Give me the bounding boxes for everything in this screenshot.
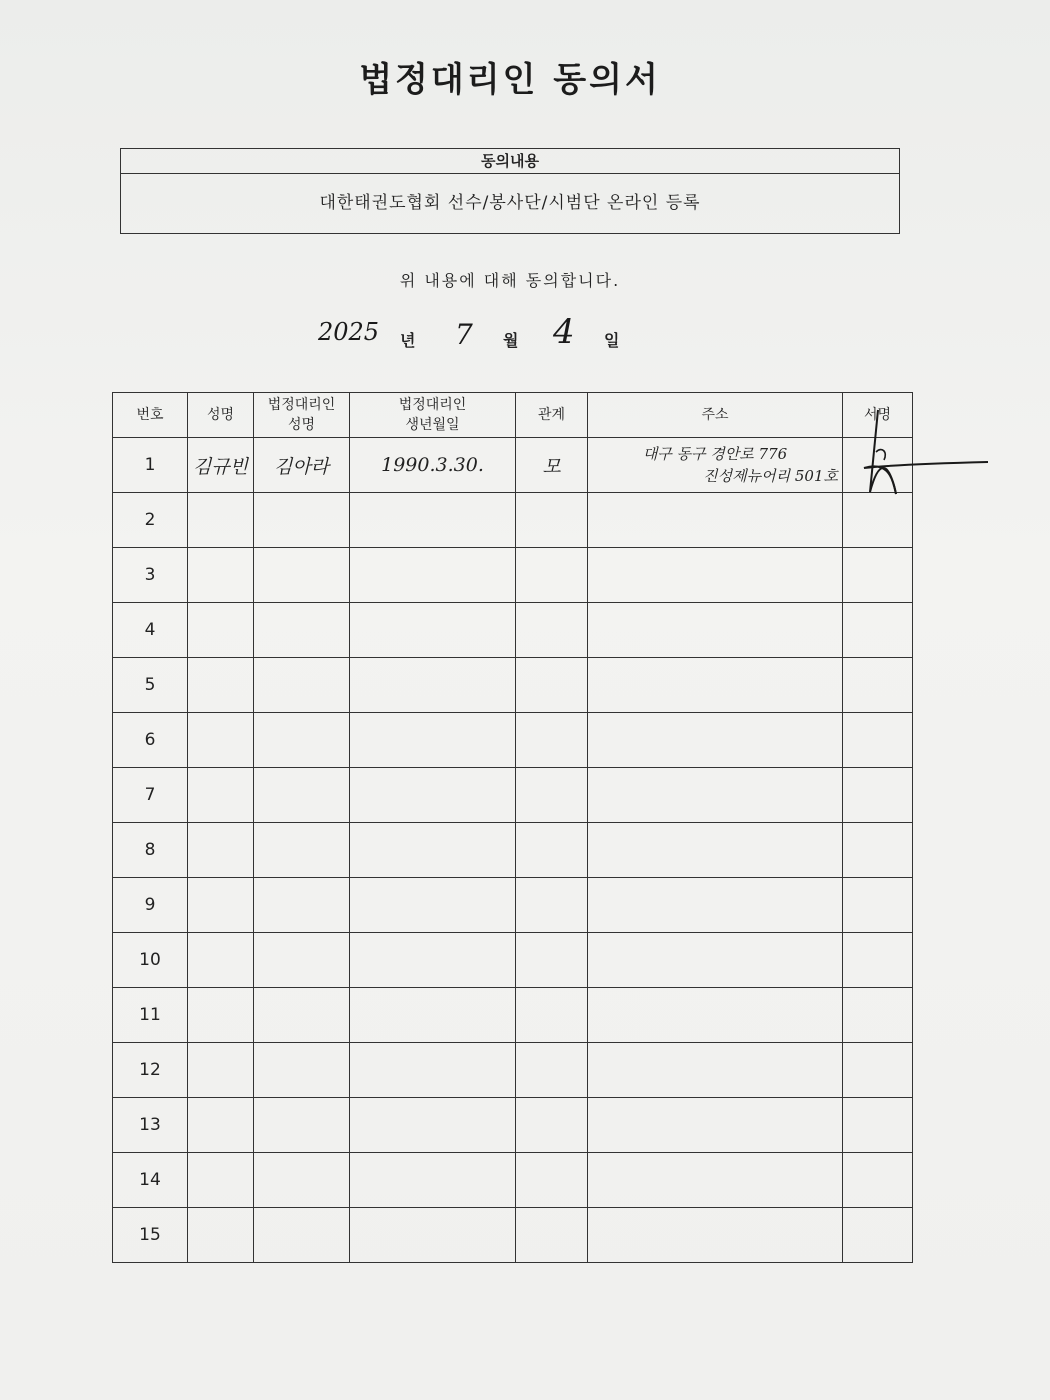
row-number: 13 [113,1098,188,1153]
row-signature [843,658,913,713]
row-number: 4 [113,603,188,658]
row-guardian-name [254,1043,350,1098]
header-guardian-name-line2: 성명 [287,417,316,433]
row-address [588,1208,843,1263]
row-guardian-dob [350,933,516,988]
row-guardian-dob [350,1208,516,1263]
table-row [113,1043,913,1098]
row-guardian-dob [350,603,516,658]
row-relation [516,823,588,878]
row-guardian-name [254,1153,350,1208]
row-guardian-dob [350,493,516,548]
row-name [188,1208,254,1263]
row-relation [516,1208,588,1263]
row-address [588,1153,843,1208]
row-relation [516,933,588,988]
table-row [113,548,913,603]
row-signature [843,823,913,878]
row-relation [516,988,588,1043]
row-number: 2 [113,493,188,548]
date-day-label: 일 [604,331,620,350]
row-number: 12 [113,1043,188,1098]
row-number: 7 [113,768,188,823]
row-number: 14 [113,1153,188,1208]
row-signature [843,768,913,823]
row-guardian-name [254,933,350,988]
row-address [588,438,843,493]
row-number: 9 [113,878,188,933]
consent-table [112,392,913,1263]
row-signature [843,1208,913,1263]
table-row [113,1098,913,1153]
row-guardian-dob [350,658,516,713]
row-relation [516,493,588,548]
row-guardian-dob [350,548,516,603]
row-address [588,823,843,878]
date-month-handwritten: 7 [455,318,473,351]
header-relation: 관계 [516,393,588,438]
row-signature [843,603,913,658]
row-relation [516,1043,588,1098]
consent-box [120,148,900,234]
row-guardian-name [254,713,350,768]
row-guardian-name [254,1208,350,1263]
row-relation: 모 [516,438,588,493]
row-guardian-name [254,878,350,933]
table-row [113,878,913,933]
row-relation [516,548,588,603]
row-address [588,878,843,933]
row-signature [843,988,913,1043]
table-row [113,493,913,548]
date-year-label: 년 [400,331,416,350]
row-address-line1: 대구 동구 경안로 776 [642,445,788,463]
table-row [113,988,913,1043]
header-guardian-dob-line1: 법정대리인 [398,397,467,413]
row-guardian-dob [350,823,516,878]
row-relation [516,1098,588,1153]
row-address [588,493,843,548]
row-guardian-dob [350,713,516,768]
header-no: 번호 [113,393,188,438]
row-signature [843,933,913,988]
date-month-label: 월 [503,331,519,350]
row-name [188,823,254,878]
row-signature [843,1098,913,1153]
row-number: 8 [113,823,188,878]
row-guardian-name: 김아라 [254,438,350,493]
row-name [188,493,254,548]
consent-body: 대한태권도협회 선수/봉사단/시범단 온라인 등록 [319,193,701,213]
row-signature [843,1043,913,1098]
row-name [188,1043,254,1098]
row-guardian-dob [350,1098,516,1153]
row-number: 6 [113,713,188,768]
row-address [588,603,843,658]
row-address-line2: 진성제뉴어리 501호 [703,467,838,485]
row-guardian-name [254,768,350,823]
row-name [188,658,254,713]
table-row [113,933,913,988]
header-address: 주소 [588,393,843,438]
table-row [113,603,913,658]
table-row [113,438,913,493]
row-number: 10 [113,933,188,988]
row-name [188,548,254,603]
row-name [188,933,254,988]
row-relation [516,603,588,658]
row-name: 김규빈 [188,438,254,493]
row-number: 1 [113,438,188,493]
row-guardian-dob [350,768,516,823]
row-relation [516,1153,588,1208]
row-guardian-name [254,493,350,548]
row-guardian-dob [350,988,516,1043]
row-number: 11 [113,988,188,1043]
row-address [588,548,843,603]
table-row [113,1208,913,1263]
date-day-handwritten: 4 [553,312,575,352]
row-name [188,1153,254,1208]
row-guardian-name [254,658,350,713]
row-name [188,1098,254,1153]
row-guardian-dob: 1990.3.30. [350,438,516,493]
table-row [113,768,913,823]
row-address [588,1098,843,1153]
table-header-row [113,393,913,438]
row-address [588,1043,843,1098]
header-guardian-name-line1: 법정대리인 [267,397,336,413]
row-guardian-name [254,1098,350,1153]
header-guardian-name [254,393,350,438]
row-relation [516,878,588,933]
row-guardian-name [254,823,350,878]
row-signature [843,713,913,768]
header-signature: 서명 [843,393,913,438]
header-name: 성명 [188,393,254,438]
row-guardian-name [254,988,350,1043]
row-relation [516,658,588,713]
row-address [588,713,843,768]
row-guardian-dob [350,878,516,933]
table-body [113,438,913,1263]
header-guardian-dob-line2: 생년월일 [405,417,460,433]
row-signature [843,548,913,603]
row-guardian-name [254,603,350,658]
row-relation [516,713,588,768]
table-row [113,1153,913,1208]
table-row [113,713,913,768]
document-title: 법정대리인 동의서 [359,60,661,100]
date-year-handwritten: 2025 [318,318,380,346]
row-number: 5 [113,658,188,713]
agree-statement: 위 내용에 대해 동의합니다. [399,271,621,290]
row-address [588,768,843,823]
consent-header: 동의내용 [121,149,899,174]
row-address [588,988,843,1043]
table-row [113,658,913,713]
row-guardian-dob [350,1043,516,1098]
row-name [188,768,254,823]
row-name [188,988,254,1043]
row-name [188,878,254,933]
row-number: 15 [113,1208,188,1263]
row-signature [843,1153,913,1208]
row-number: 3 [113,548,188,603]
table-row [113,823,913,878]
row-address [588,658,843,713]
row-name [188,603,254,658]
header-guardian-dob [350,393,516,438]
handwritten-signature [848,402,988,502]
row-guardian-name [254,548,350,603]
row-signature [843,878,913,933]
row-name [188,713,254,768]
row-address [588,933,843,988]
row-guardian-dob [350,1153,516,1208]
row-relation [516,768,588,823]
